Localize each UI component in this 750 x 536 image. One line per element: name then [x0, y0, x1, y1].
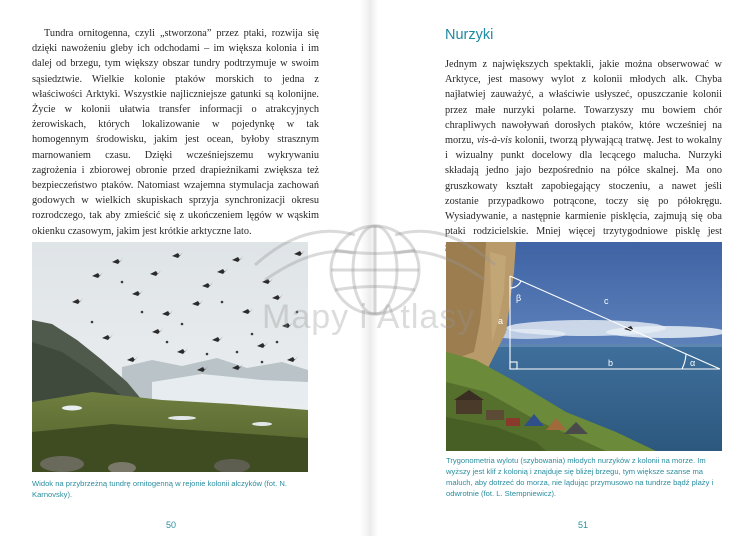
diagram-label-a: a	[498, 316, 504, 326]
diagram-label-alpha: α	[690, 358, 696, 368]
right-body-text-italic: vis-à-vis	[476, 135, 512, 147]
right-body-text	[445, 57, 722, 255]
left-photo-caption: Widok na przybrzeżną tundrę ornitogenną w rejonie kolonii alczyków (fot. N. Karnovsky).	[32, 479, 287, 499]
watermark-text: Mapy i Atlasy	[262, 298, 476, 336]
page-number-left: 50	[166, 520, 177, 530]
right-photo-caption: Trygonometria wylotu (szybowania) młodych nurzyków z kolonii na morze. Im wyższy jest klif z kolonią i znajduje się bliżej brzegu, tym większe szanse ma maluch, aby dotrzeć do morza, nie lądując przymusowo na tundrze bądź plaży i odwrotnie (fot. L. Stempniewicz).	[446, 456, 714, 498]
diagram-label-b: b	[608, 358, 614, 368]
diagram-label-beta: β	[516, 293, 522, 303]
left-body-text: Tundra ornitogenna, czyli „stworzona” przez ptaki, rozwija się dzięki nawożeniu gleby ich odchodami – im większa kolonia i im dalej od brzegu, tym większy obszar tundry podtrzymuje w swoim sąsiedztwie. Wielkie kolonie ptaków morskich to jedna z właściwości Arktyki. Wszystkie najliczniejsze gatunki są kolonijne. Życie w kolonii ułatwia transfer informacji o atrakcyjnych żerowiskach, których lokalizowanie w pojedynkę w tak homogennym środowisku, jakim jest ocean, byłoby strasznym marnowaniem czasu. Dzięki wcześniejszemu wykrywaniu zagrożenia i zbiorowej obronie przed drapieżnikami zwiększa też bezpieczeństwo ptaków. Natomiast wzajemna stymulacja zachowań godowych w wielkich skupiskach sprzyja synchronizacji okresu rozrodczego, tak aby zmieścić się z ukończeniem lęgów w wąskim okienku czasowym, jakim jest krótkie arktyczne lato.	[32, 28, 319, 237]
section-title: Nurzyki	[445, 27, 494, 43]
page-number-right: 51	[578, 520, 589, 530]
diagram-label-c: c	[604, 296, 609, 306]
right-body-text-part2: kolonii, tworzą pływającą tratwę. Jest to wokalny i wizualny punkt docelowy dla lecącego malucha. Nurzyki składają jedno jajo bezpośrednio na półce skalnej. Ma ono gruszkowaty kształt zapobiegający stoczeniu, a nawet jeśli zostanie przypadkowo potrącone, toczy się po półokręgu. Wysiadywanie, a następnie karmienie pisklęcia, zajmują się oba ptaki rodzicielskie. Mniej więcej trzytygodniowe pisklę jest	[445, 135, 722, 238]
right-body-text-part1: Jednym z największych spektakli, jakie można obserwować w Arktyce, jest masowy wylot z kolonii młodych alk. Chyba najłatwiej zauważyć, a właściwie usłyszeć, opuszczanie kolonii przez małe nurzyki polarne. Towarzyszy mu bowiem chór chrapliwych nawoływań dorosłych ptaków, które wcześniej na morzu,	[445, 59, 722, 147]
tundra-birds-photo	[32, 242, 308, 472]
cliff-trigonometry-photo	[446, 242, 722, 451]
